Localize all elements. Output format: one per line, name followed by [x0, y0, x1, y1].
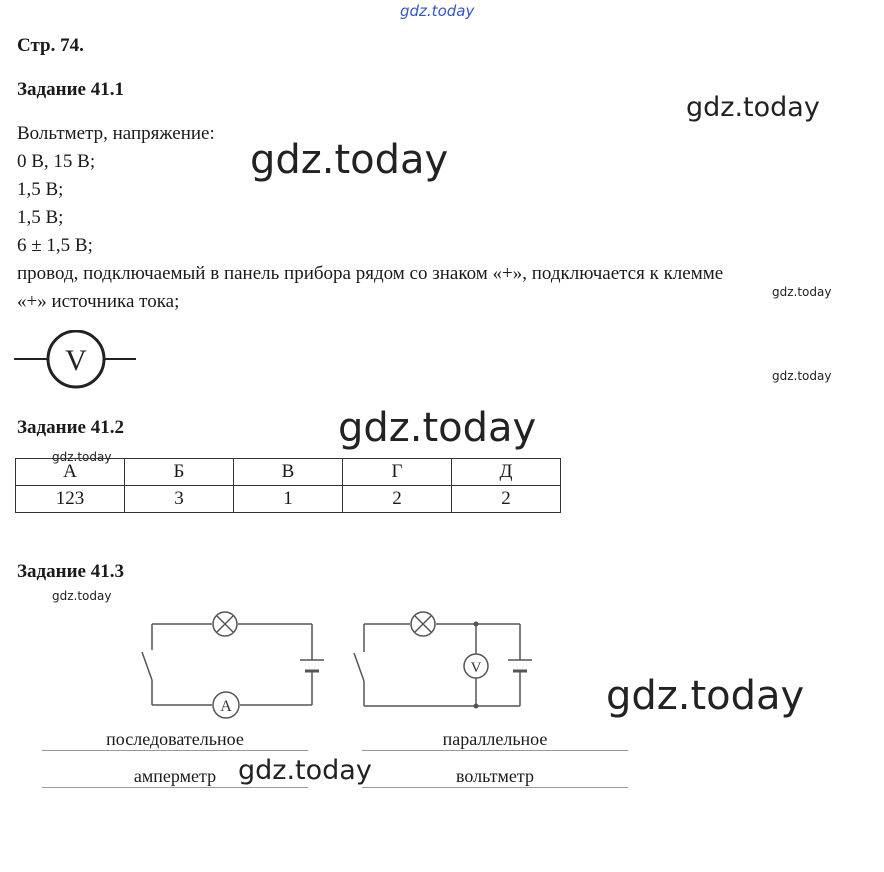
- answer-line: провод, подключаемый в панель прибора рядом со знаком «+», подключается к клемме: [17, 263, 724, 284]
- voltmeter-diagram-letter: V: [470, 660, 482, 676]
- answer-line: «+» источника тока;: [17, 291, 180, 312]
- watermark: gdz.today: [238, 755, 372, 786]
- watermark: gdz.today: [772, 285, 832, 299]
- task-41-2-title: Задание 41.2: [17, 417, 124, 438]
- watermark: gdz.today: [250, 137, 449, 183]
- table-header-row: [16, 459, 561, 486]
- watermark: gdz.today: [686, 92, 820, 123]
- lamp-icon: [213, 612, 237, 636]
- table-header-cell: Б: [125, 459, 234, 486]
- battery-icon: [508, 660, 532, 671]
- table-cell: 123: [16, 486, 125, 513]
- table-row: [16, 486, 561, 513]
- watermark: gdz.today: [52, 450, 112, 464]
- answer-line: 1,5 В;: [17, 207, 64, 228]
- task-41-1-title: Задание 41.1: [17, 79, 124, 100]
- table-header-cell: Г: [343, 459, 452, 486]
- table-cell: 2: [343, 486, 452, 513]
- task-41-3-title: Задание 41.3: [17, 561, 124, 582]
- device-left: амперметр: [42, 766, 308, 788]
- answer-line: Вольтметр, напряжение:: [17, 123, 215, 144]
- watermark: gdz.today: [338, 405, 537, 451]
- ammeter-icon: [213, 692, 239, 718]
- voltmeter-icon: [464, 654, 488, 678]
- series-circuit-diagram: [140, 605, 340, 725]
- connection-type-left: последовательное: [42, 729, 308, 751]
- ammeter-letter: A: [220, 698, 232, 715]
- table-cell: 3: [125, 486, 234, 513]
- connection-type-right: параллельное: [362, 729, 628, 751]
- table-cell: 2: [452, 486, 561, 513]
- voltmeter-letter: V: [65, 344, 87, 377]
- task-41-1-body: [17, 120, 723, 316]
- watermark: gdz.today: [52, 589, 112, 603]
- table-header-cell: А: [16, 459, 125, 486]
- voltmeter-symbol: [14, 330, 138, 390]
- lamp-icon: [411, 612, 435, 636]
- watermark: gdz.today: [606, 673, 805, 719]
- answer-line: 6 ± 1,5 В;: [17, 235, 93, 256]
- parallel-circuit-diagram: [350, 605, 550, 715]
- answers-table: [15, 458, 561, 513]
- device-right: вольтметр: [362, 766, 628, 788]
- answer-line: 1,5 В;: [17, 179, 64, 200]
- battery-icon: [300, 660, 324, 671]
- page-label: Стр. 74.: [17, 35, 84, 56]
- table-header-cell: Д: [452, 459, 561, 486]
- table-header-cell: В: [234, 459, 343, 486]
- table-cell: 1: [234, 486, 343, 513]
- answer-line: 0 В, 15 В;: [17, 151, 96, 172]
- watermark-top: gdz.today: [400, 2, 475, 20]
- watermark: gdz.today: [772, 369, 832, 383]
